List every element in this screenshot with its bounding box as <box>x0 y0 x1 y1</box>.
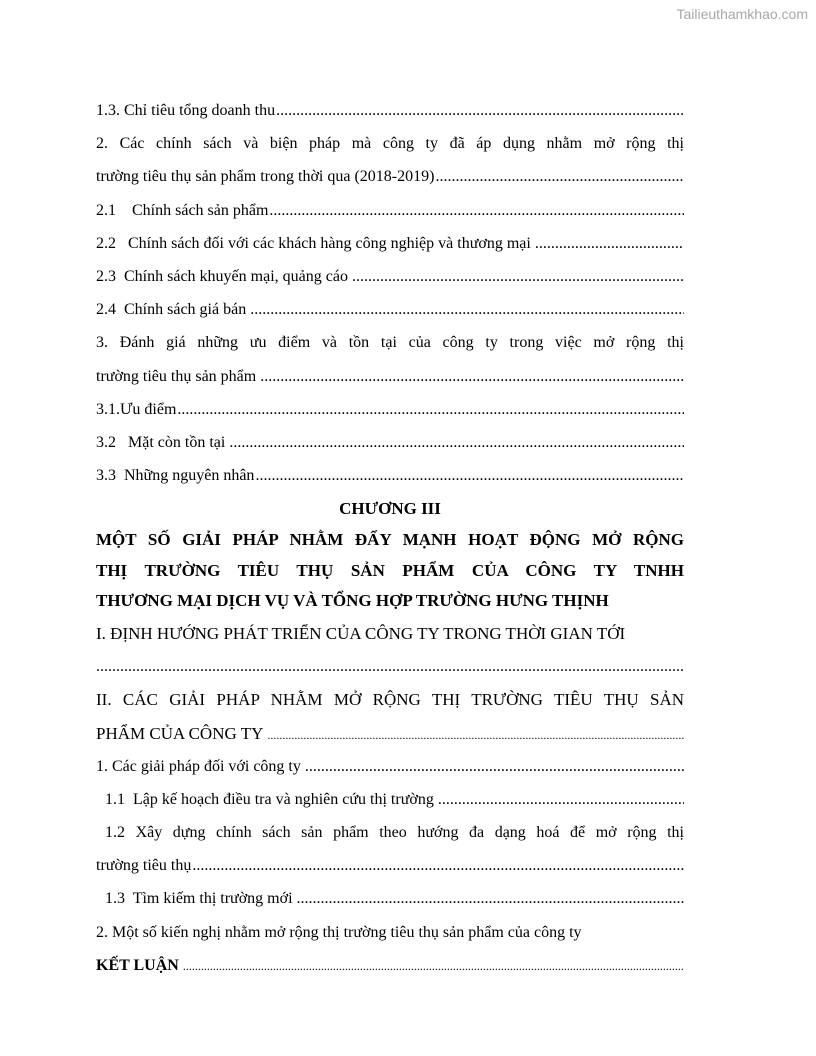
toc-entry-1-2-line1: 1.2 Xây dựng chính sách sản phẩm theo hướng đa dạng hoá để mở rộng thị <box>105 824 684 842</box>
dot-leader <box>297 882 684 915</box>
toc-entry-1-3 <box>96 94 684 127</box>
toc-entry-text: 2.4 Chính sách giá bán <box>96 301 247 319</box>
table-of-contents <box>96 94 684 982</box>
dot-leader <box>438 783 684 816</box>
toc-entry-text: 3.1.Ưu điểm <box>96 400 177 418</box>
chapter-title-line1: MỘT SỐ GIẢI PHÁP NHẰM ĐẨY MẠNH HOẠT ĐỘNG MỞ RỘNG <box>96 530 684 550</box>
toc-entry-1-1 <box>96 783 684 816</box>
toc-entry-2-1 <box>96 194 684 227</box>
toc-entry-text: 2.3 Chính sách khuyến mại, quảng cáo <box>96 267 348 285</box>
toc-conclusion <box>96 949 684 982</box>
toc-entry-3-line1: 3. Đánh giá những ưu điểm và tồn tại của công ty trong việc mở rộng thị <box>96 334 684 352</box>
toc-entry-1 <box>96 750 684 783</box>
dot-leader <box>177 393 684 426</box>
toc-entry-3-3 <box>96 459 684 492</box>
toc-entry-3-2 <box>96 426 684 459</box>
dot-leader <box>435 160 684 193</box>
toc-section-I: I. ĐỊNH HƯỚNG PHÁT TRIỂN CỦA CÔNG TY TRONG THỜI GIAN TỚI <box>96 623 626 643</box>
chapter-title-line2: THỊ TRƯỜNG TIÊU THỤ SẢN PHẨM CỦA CÔNG TY TNHH <box>96 560 684 580</box>
toc-entry-text: PHẨM CỦA CÔNG TY <box>96 723 264 743</box>
toc-entry-text: 2.1 Chính sách sản phẩm <box>96 201 269 219</box>
toc-entry-text: KẾT LUẬN <box>96 956 179 974</box>
dot-leader <box>250 293 684 326</box>
dot-leader <box>96 650 684 683</box>
dot-leader <box>269 194 684 227</box>
watermark: Tailieuthamkhao.com <box>676 6 808 22</box>
toc-section-II-line1: II. CÁC GIẢI PHÁP NHẰM MỞ RỘNG THỊ TRƯỜNG TIÊU THỤ SẢN <box>96 690 684 710</box>
dot-leader <box>229 426 684 459</box>
dot-leader <box>260 360 684 393</box>
toc-entry-2-line1: 2. Các chính sách và biện pháp mà công ty đã áp dụng nhằm mở rộng thị <box>96 135 684 153</box>
toc-entry-text: 1.3 Tìm kiếm thị trường mới <box>105 890 293 908</box>
dot-leader <box>255 459 684 492</box>
toc-entry-text: trường tiêu thụ sản phẩm trong thời qua (2018-2019) <box>96 168 435 186</box>
toc-section-II-line2 <box>96 717 684 750</box>
toc-entry-2-4 <box>96 293 684 326</box>
toc-entry-text: trường tiêu thụ sản phẩm <box>96 367 257 385</box>
chapter-title-line3: THƯƠNG MẠI DỊCH VỤ VÀ TỔNG HỢP TRƯỜNG HƯNG THỊNH <box>96 591 609 611</box>
chapter-heading: CHƯƠNG III <box>339 499 441 519</box>
toc-entry-3-line2 <box>96 360 684 393</box>
dot-leader <box>267 719 684 750</box>
toc-entry-text: 1.1 Lập kế hoạch điều tra và nghiên cứu thị trường <box>105 790 434 808</box>
dot-leader <box>183 950 684 982</box>
toc-entry-1-2-line2 <box>96 849 684 882</box>
toc-entry-3-1 <box>96 393 684 426</box>
toc-entry-text: 3.2 Mặt còn tồn tại <box>96 433 226 451</box>
dot-leader <box>276 94 684 127</box>
toc-entry-2b: 2. Một số kiến nghị nhằm mở rộng thị trường tiêu thụ sản phẩm của công ty <box>96 923 582 941</box>
dot-leader <box>305 750 684 783</box>
dot-leader <box>535 227 684 260</box>
dot-leader <box>352 260 684 293</box>
toc-entry-2-3 <box>96 260 684 293</box>
toc-entry-2-2 <box>96 227 684 260</box>
toc-entry-text: 2.2 Chính sách đối với các khách hàng công nghiệp và thương mại <box>96 234 531 252</box>
toc-entry-text: trường tiêu thụ <box>96 857 192 875</box>
toc-entry-text: 3.3 Những nguyên nhân <box>96 467 255 485</box>
dot-leader <box>192 849 684 882</box>
toc-entry-text: 1.3. Chỉ tiêu tổng doanh thu <box>96 102 276 119</box>
toc-entry-1-3b <box>96 882 684 915</box>
toc-entry-2-line2 <box>96 160 684 193</box>
toc-entry-text: 1. Các giải pháp đối với công ty <box>96 757 301 775</box>
